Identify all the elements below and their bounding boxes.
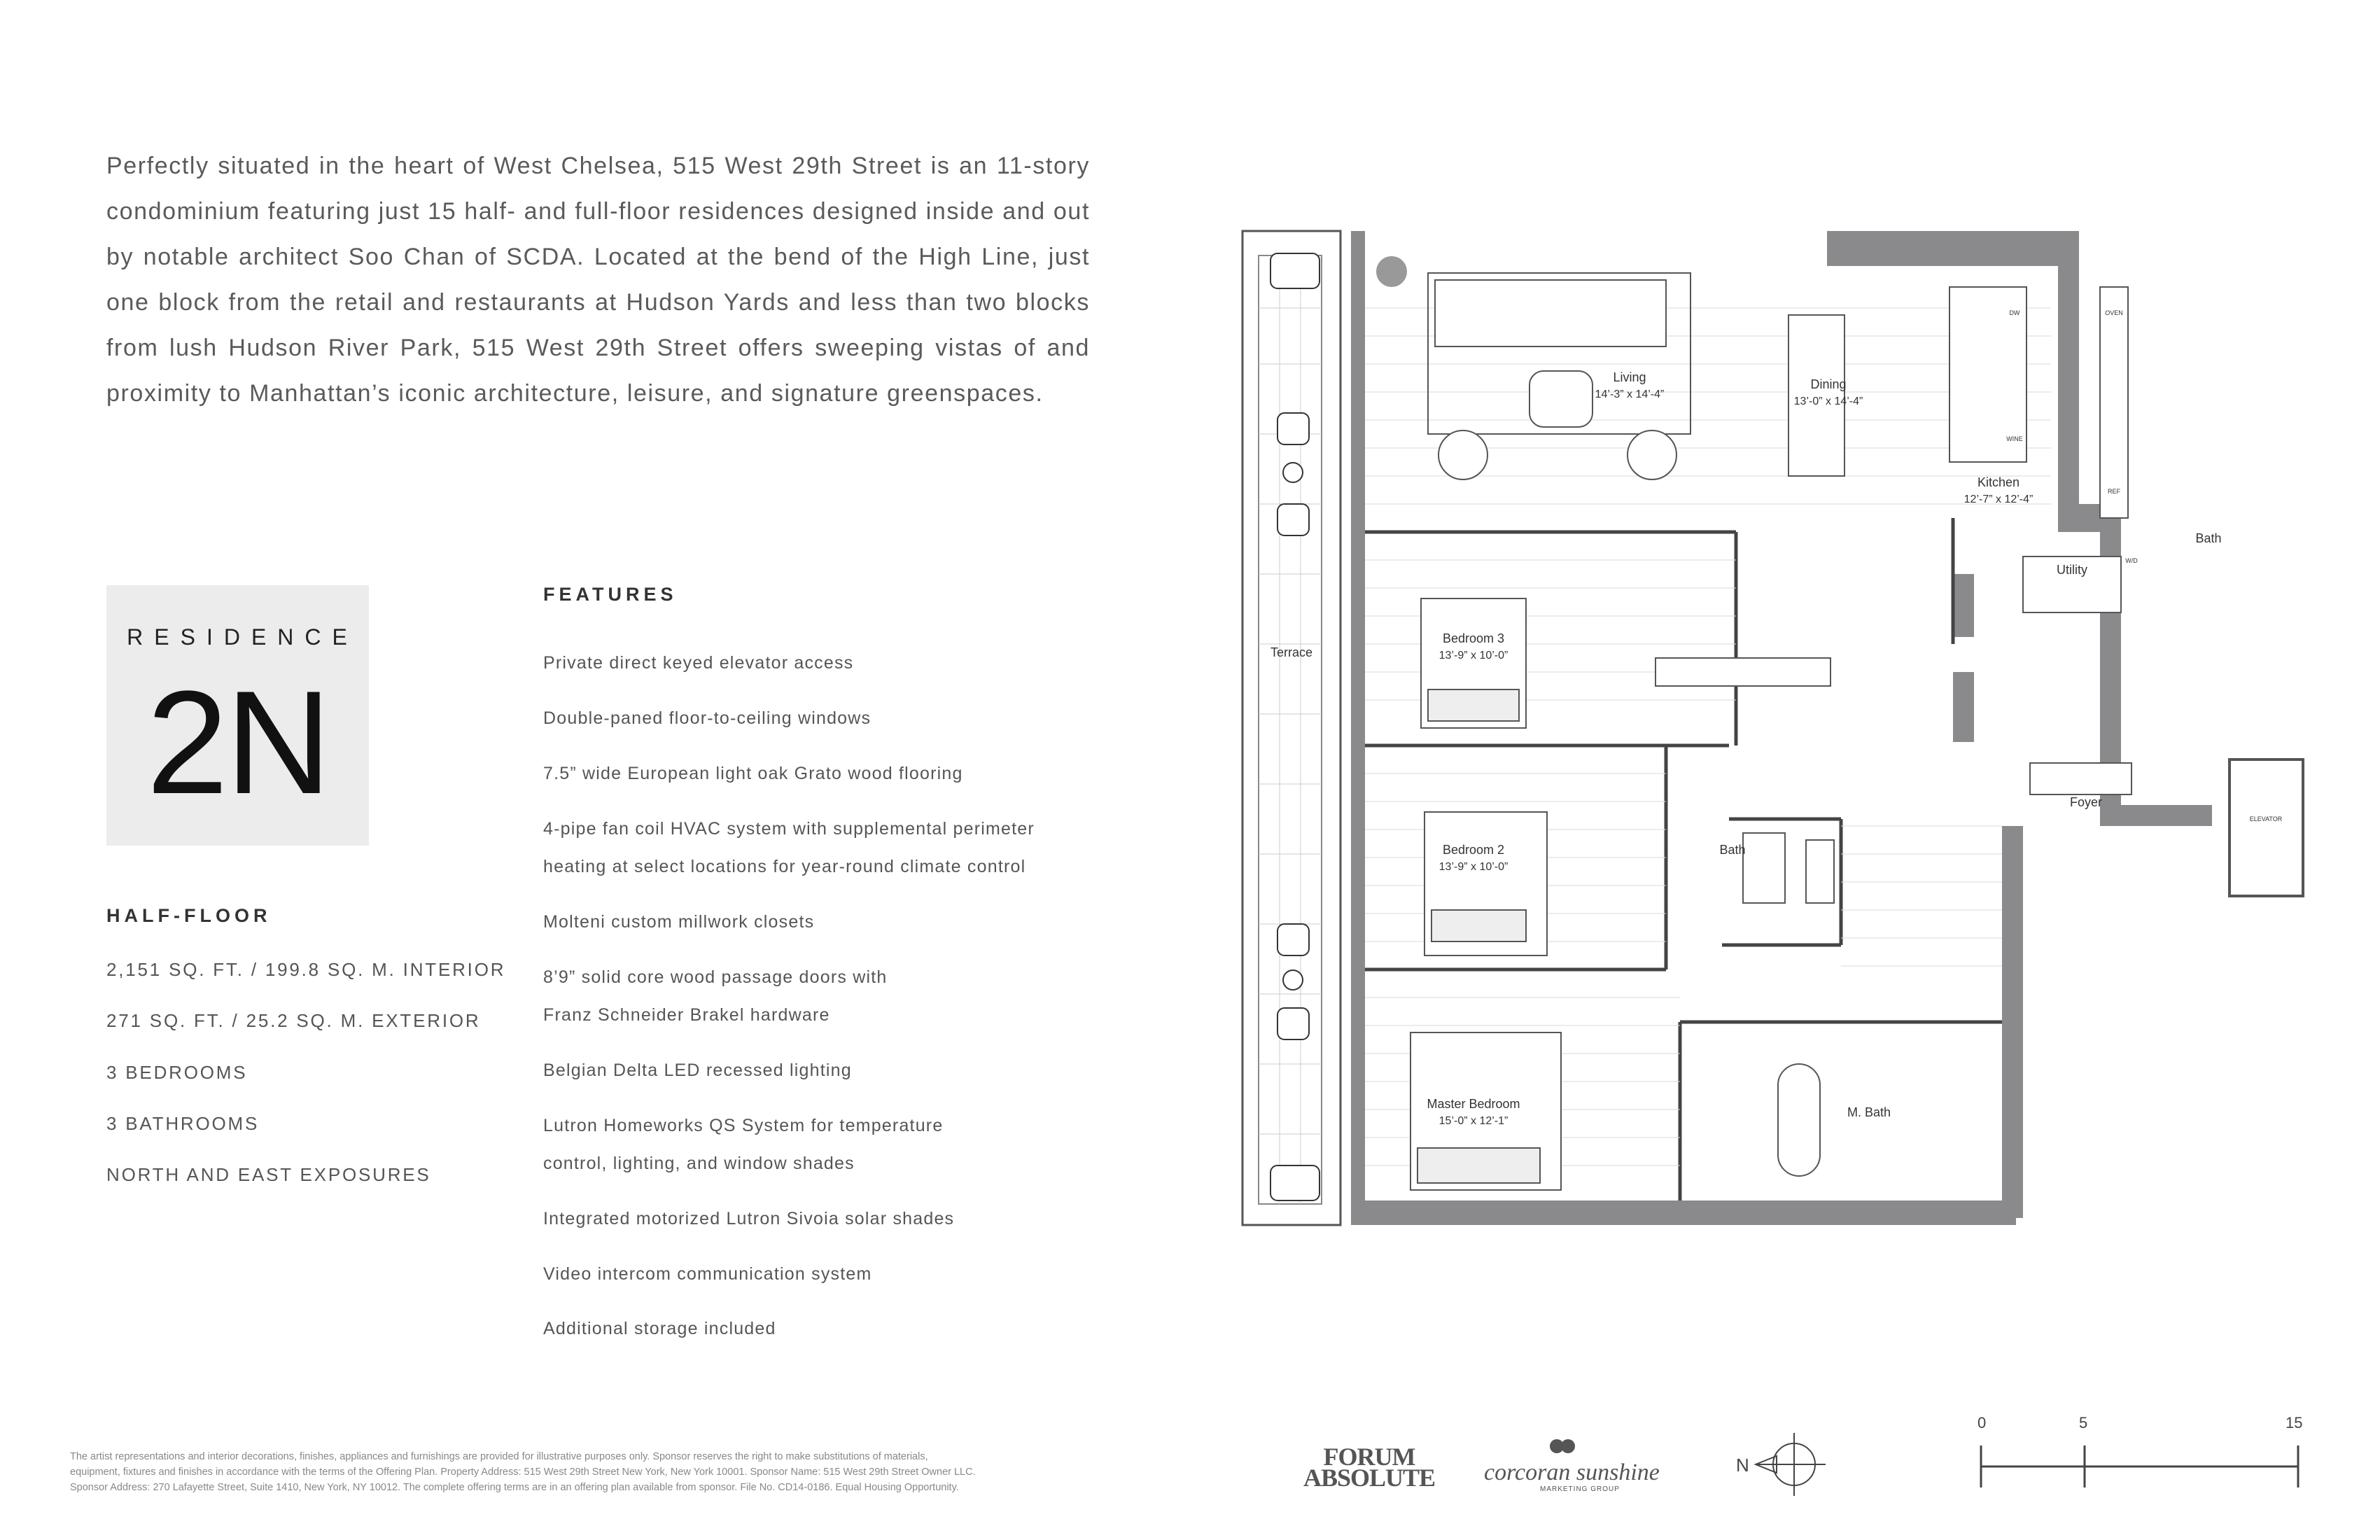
residence-label: RESIDENCE bbox=[127, 624, 358, 650]
intro-paragraph: Perfectly situated in the heart of West Chelsea, 515 West 29th Street is an 11-story condominium featuring just 15 half- and full-floor residences designed inside and out by notable architect Soo Chan of SCDA. Located at the bend of the High Line, just one block from the retail and restaurants at Hudson Yards and less than two blocks from lush Hudson River Park, 515 West 29th Street offers sweeping vistas of and proximity to Manhattan’s iconic architecture, leisure, and signature greenspaces. bbox=[106, 153, 1090, 407]
disclaimer-line: The artist representations and interior decorations, finishes, appliances and furnishings are provided for illustrative purposes only. Sponsor reserves the right to make substitutions of materials, bbox=[70, 1451, 928, 1462]
dims-dining: 13’-0” x 14’-4” bbox=[1793, 396, 1863, 407]
label-bath-top: Bath bbox=[2195, 531, 2222, 545]
forum-absolute-logo bbox=[1303, 1443, 1436, 1492]
feature-item: control, lighting, and window shades bbox=[543, 1154, 855, 1173]
residence-badge bbox=[106, 585, 369, 846]
feature-item: Franz Schneider Brakel hardware bbox=[543, 1005, 830, 1025]
feature-item: Video intercom communication system bbox=[543, 1264, 872, 1284]
dims-master-bedroom: 15’-0” x 12’-1” bbox=[1438, 1115, 1508, 1127]
scale-label-0: 0 bbox=[1977, 1414, 1987, 1432]
label-dw: DW bbox=[2009, 309, 2020, 316]
corcoran-sunshine-logo: corcoran sunshine bbox=[1484, 1460, 1660, 1485]
label-terrace: Terrace bbox=[1270, 645, 1313, 659]
corcoran-subtitle: MARKETING GROUP bbox=[1540, 1485, 1620, 1493]
compass-icon bbox=[1756, 1429, 1833, 1499]
label-living: Living bbox=[1613, 370, 1646, 384]
feature-item: 4-pipe fan coil HVAC system with supplemental perimeter bbox=[543, 819, 1035, 839]
stat-exposures: NORTH AND EAST EXPOSURES bbox=[106, 1164, 431, 1185]
scale-bar bbox=[1980, 1442, 2302, 1491]
label-master-bath: M. Bath bbox=[1847, 1105, 1891, 1119]
feature-item: heating at select locations for year-round climate control bbox=[543, 857, 1026, 876]
scale-label-5: 5 bbox=[2079, 1414, 2088, 1432]
label-wd: W/D bbox=[2125, 557, 2138, 564]
label-bedroom2: Bedroom 2 bbox=[1442, 843, 1505, 857]
label-ref: REF bbox=[2108, 488, 2120, 495]
label-utility: Utility bbox=[2057, 563, 2087, 577]
forum-logo-line: ABSOLUTE bbox=[1303, 1464, 1436, 1492]
residence-number: 2N bbox=[146, 660, 329, 825]
label-dining: Dining bbox=[1810, 377, 1847, 391]
feature-item: Lutron Homeworks QS System for temperature bbox=[543, 1116, 944, 1135]
stat-bedrooms: 3 BEDROOMS bbox=[106, 1062, 248, 1083]
feature-item: Belgian Delta LED recessed lighting bbox=[543, 1060, 852, 1080]
label-foyer: Foyer bbox=[2069, 795, 2103, 809]
feature-item: Molteni custom millwork closets bbox=[543, 912, 815, 932]
label-bath-mid: Bath bbox=[1719, 843, 1746, 857]
feature-item: Double-paned floor-to-ceiling windows bbox=[543, 708, 872, 728]
stat-exterior: 271 SQ. FT. / 25.2 SQ. M. EXTERIOR bbox=[106, 1010, 481, 1031]
legal-disclaimer bbox=[70, 1449, 1148, 1495]
forum-logo-line: FORUM bbox=[1323, 1443, 1415, 1471]
feature-item: Integrated motorized Lutron Sivoia solar shades bbox=[543, 1209, 955, 1228]
disclaimer-line: equipment, fixtures and finishes in accordance with the terms of the Offering Plan. Property Address: 515 West 29th Street New York, New York 10001. Sponsor Name: 515 West 29th Street Owner LLC. bbox=[70, 1466, 976, 1478]
stat-interior: 2,151 SQ. FT. / 199.8 SQ. M. INTERIOR bbox=[106, 959, 506, 980]
feature-item: 7.5” wide European light oak Grato wood flooring bbox=[543, 764, 963, 783]
corcoran-mark-icon bbox=[1548, 1438, 1576, 1454]
label-bedroom3: Bedroom 3 bbox=[1442, 631, 1505, 645]
feature-item: Additional storage included bbox=[543, 1319, 776, 1338]
half-floor-title: HALF-FLOOR bbox=[106, 905, 272, 926]
label-kitchen: Kitchen bbox=[1977, 475, 2020, 489]
label-wine: WINE bbox=[2006, 435, 2023, 442]
dims-bedroom2: 13’-9” x 10’-0” bbox=[1438, 861, 1508, 873]
floor-plan bbox=[1232, 224, 2283, 1232]
disclaimer-line: Sponsor Address: 270 Lafayette Street, Suite 1410, New York, NY 10012. The complete offering terms are in an offering plan available from sponsor. File No. CD14-0186. Equal Housing Opportunity. bbox=[70, 1482, 959, 1493]
scale-label-15: 15 bbox=[2286, 1414, 2303, 1432]
compass-north-label: N bbox=[1736, 1455, 1749, 1476]
label-elevator: ELEVATOR bbox=[2249, 816, 2283, 822]
label-master-bedroom: Master Bedroom bbox=[1427, 1097, 1520, 1111]
stat-bathrooms: 3 BATHROOMS bbox=[106, 1113, 260, 1134]
dims-kitchen: 12’-7” x 12’-4” bbox=[1963, 493, 2033, 505]
dims-bedroom3: 13’-9” x 10’-0” bbox=[1438, 650, 1508, 662]
feature-item: 8’9” solid core wood passage doors with bbox=[543, 967, 888, 987]
dims-living: 14’-3” x 14’-4” bbox=[1595, 388, 1665, 400]
label-oven: OVEN bbox=[2105, 309, 2123, 316]
features-title: FEATURES bbox=[543, 584, 678, 605]
feature-item: Private direct keyed elevator access bbox=[543, 653, 854, 673]
